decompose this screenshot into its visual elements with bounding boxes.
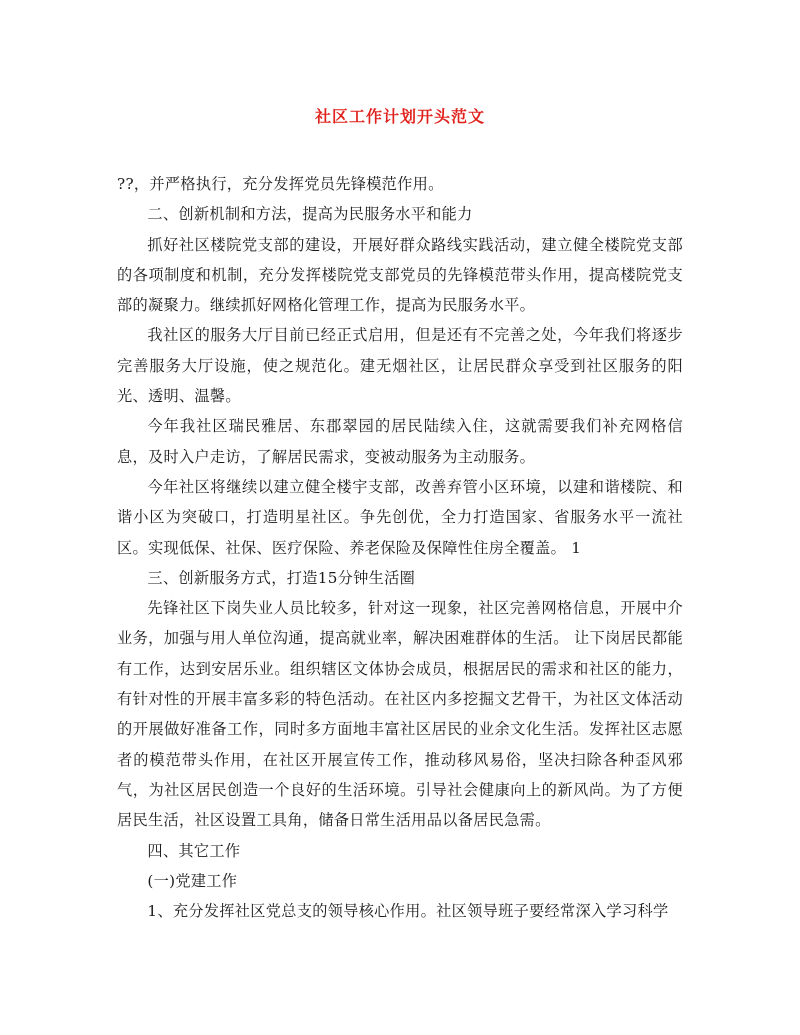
document-body xyxy=(117,169,683,926)
paragraph-continuation: ??，并严格执行，充分发挥党员先锋模范作用。 xyxy=(117,175,444,193)
section-heading-2: 二、创新机制和方法，提高为民服务水平和能力 xyxy=(147,205,473,224)
paragraph: 抓好社区楼院党支部的建设，开展好群众路线实践活动，建立健全楼院党支部的各项制度和机制，充分发挥楼院党支部党员的先锋模范带头作用，提高楼院党支部的凝聚力。继续抓好网格化管理工作，提高为民服务水平。 xyxy=(117,235,683,315)
paragraph: 今年我社区瑞民雅居、东郡翠园的居民陆续入住，这就需要我们补充网格信息，及时入户走访，了解居民需求，变被动服务为主动服务。 xyxy=(117,417,683,466)
paragraph: 今年社区将继续以建立健全楼宇支部，改善弃管小区环境，以建和谐楼院、和谐小区为突破口，打造明星社区。争先创优，全力打造国家、省服务水平一流社区。实现低保、社保、医疗保险、养老保险及保障性住房全覆盖。 1 xyxy=(117,477,683,557)
paragraph: 1、充分发挥社区党总支的领导核心作用。社区领导班子要经常深入学习科学 xyxy=(147,902,669,921)
subsection-heading: (一)党建工作 xyxy=(147,871,238,890)
section-heading-4: 四、其它工作 xyxy=(147,841,241,860)
section-heading-3: 三、创新服务方式，打造15分钟生活圈 xyxy=(147,568,416,587)
paragraph: 先锋社区下岗失业人员比较多，针对这一现象，社区完善网格信息，开展中介业务，加强与用人单位沟通，提高就业率，解决困难群体的生活。 让下岗居民都能有工作，达到安居乐业。组织辖区文体协会成员，根据居民的需求和社区的能力，有针对性的开展丰富多彩的特色活动。在社区内多挖掘文艺骨干，为社区文体活动的开展做好准备工作，同时多方面地丰富社区居民的业余文化生活。发挥社区志愿者的模范带头作用，在社区开展宣传工作，推动移风易俗，坚决扫除各种歪风邪气，为社区居民创造一个良好的生活环境。引导社会健康向上的新风尚。为了方便居民生活，社区设置工具角，储备日常生活用品以备居民急需。 xyxy=(117,599,683,830)
paragraph: 我社区的服务大厅目前已经正式启用，但是还有不完善之处，今年我们将逐步完善服务大厅设施，使之规范化。建无烟社区，让居民群众享受到社区服务的阳光、透明、温馨。 xyxy=(117,326,683,406)
document-title: 社区工作计划开头范文 xyxy=(314,107,485,126)
